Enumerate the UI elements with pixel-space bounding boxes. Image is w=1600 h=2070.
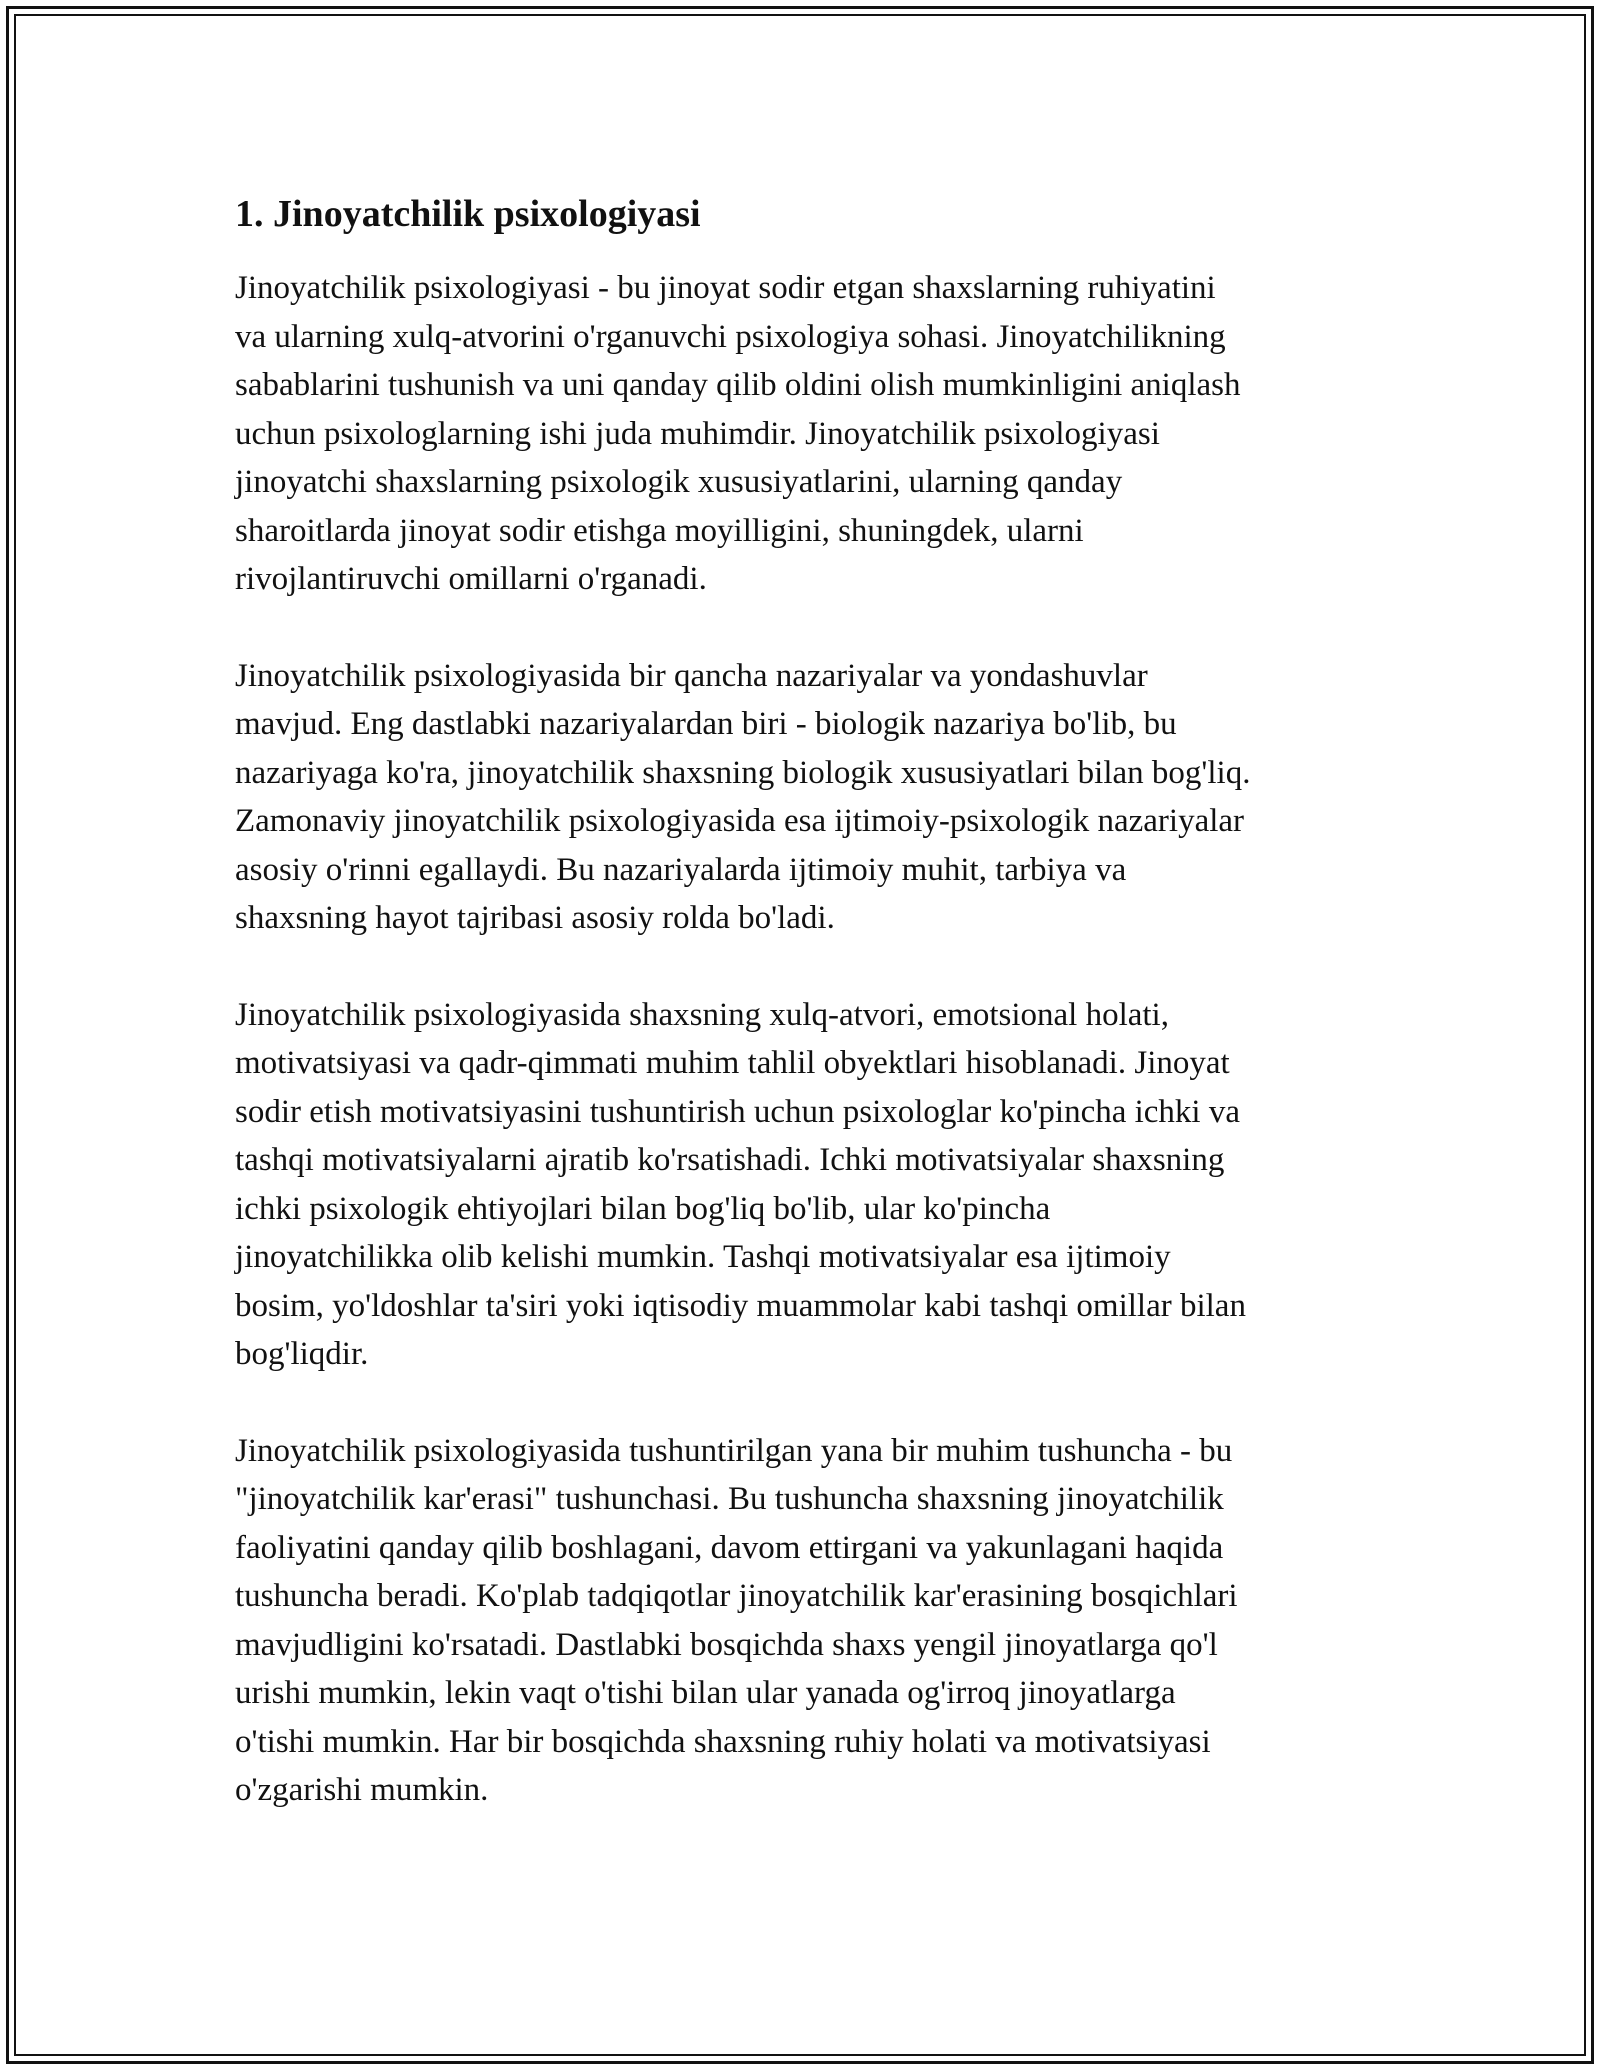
text-line: o'zgarishi mumkin. <box>235 1772 489 1808</box>
text-line: "jinoyatchilik kar'erasi" tushunchasi. Bu tushuncha shaxsning jinoyatchilik <box>235 1481 1224 1517</box>
text-line: bog'liqdir. <box>235 1336 369 1372</box>
text-line: ichki psixologik ehtiyojlari bilan bog'liq bo'lib, ular ko'pincha <box>235 1190 1051 1227</box>
text-line: Jinoyatchilik psixologiyasida shaxsning xulq-atvori, emotsional holati, <box>235 996 1169 1033</box>
text-line: motivatsiyasi va qadr-qimmati muhim tahlil obyektlari hisoblanadi. Jinoyat <box>235 1045 1230 1081</box>
text-line: shaxsning hayot tajribasi asosiy rolda bo'ladi. <box>235 900 835 936</box>
text-line: urishi mumkin, lekin vaqt o'tishi bilan ular yanada og'irroq jinoyatlarga <box>235 1675 1176 1711</box>
text-line: Zamonaviy jinoyatchilik psixologiyasida esa ijtimoiy-psixologik nazariyalar <box>235 803 1245 839</box>
text-line: tashqi motivatsiyalarni ajratib ko'rsatishadi. Ichki motivatsiyalar shaxsning <box>235 1142 1225 1178</box>
text-line: va ularning xulq-atvorini o'rganuvchi psixologiya sohasi. Jinoyatchilikning <box>235 318 1226 355</box>
text-line: o'tishi mumkin. Har bir bosqichda shaxsning ruhiy holati va motivatsiyasi <box>235 1723 1211 1760</box>
text-line: Jinoyatchilik psixologiyasi - bu jinoyat sodir etgan shaxslarning ruhiyatini <box>235 270 1216 306</box>
text-line: sabablarini tushunish va uni qanday qilib oldini olish mumkinligini aniqlash <box>235 367 1241 403</box>
text-line: mavjudligini ko'rsatadi. Dastlabki bosqichda shaxs yengil jinoyatlarga qo'l <box>235 1626 1218 1663</box>
text-line: sodir etish motivatsiyasini tushuntirish uchun psixologlar ko'pincha ichki va <box>235 1093 1241 1130</box>
text-line: tushuncha beradi. Ko'plab tadqiqotlar jinoyatchilik kar'erasining bosqichlari <box>235 1578 1238 1614</box>
text-line: Jinoyatchilik psixologiyasida tushuntirilgan yana bir muhim tushuncha - bu <box>235 1432 1233 1469</box>
text-line: jinoyatchilikka olib kelishi mumkin. Tashqi motivatsiyalar esa ijtimoiy <box>235 1239 1171 1275</box>
text-line: rivojlantiruvchi omillarni o'rganadi. <box>235 561 707 597</box>
text-line: uchun psixologlarning ishi juda muhimdir. Jinoyatchilik psixologiyasi <box>235 415 1160 452</box>
paragraph-2 <box>235 652 1365 943</box>
text-line: jinoyatchi shaxslarning psixologik xususiyatlarini, ularning qanday <box>235 464 1123 500</box>
text-line: Jinoyatchilik psixologiyasida bir qancha nazariyalar va yondashuvlar <box>235 657 1148 694</box>
document-body <box>235 190 1365 1863</box>
section-title: 1. Jinoyatchilik psixologiyasi <box>235 193 701 235</box>
text-line: faoliyatini qanday qilib boshlagani, davom ettirgani va yakunlagani haqida <box>235 1529 1224 1566</box>
text-line: mavjud. Eng dastlabki nazariyalardan biri - biologik nazariya bo'lib, bu <box>235 706 1177 742</box>
paragraph-3 <box>235 991 1365 1379</box>
text-line: nazariyaga ko'ra, jinoyatchilik shaxsning biologik xususiyatlari bilan bog'liq. <box>235 754 1251 791</box>
paragraph-1 <box>235 264 1365 604</box>
text-line: asosiy o'rinni egallaydi. Bu nazariyalarda ijtimoiy muhit, tarbiya va <box>235 851 1127 888</box>
text-line: sharoitlarda jinoyat sodir etishga moyilligini, shuningdek, ularni <box>235 512 1084 549</box>
paragraph-4 <box>235 1427 1365 1815</box>
text-line: bosim, yo'ldoshlar ta'siri yoki iqtisodiy muammolar kabi tashqi omillar bilan <box>235 1287 1246 1324</box>
